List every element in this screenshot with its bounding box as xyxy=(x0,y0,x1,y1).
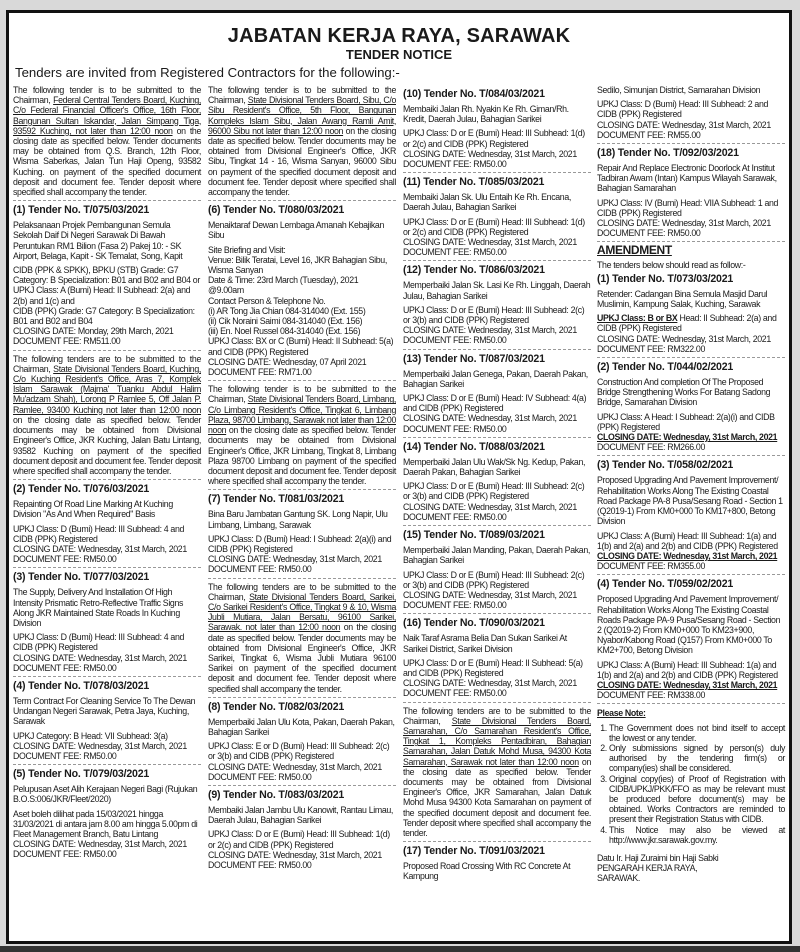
notice-text: The following tender is to be submitted to the Chairman, xyxy=(13,85,201,106)
tender-detail-line: CLOSING DATE: Wednesday, 31st March, 2021 xyxy=(403,148,577,159)
column-4 xyxy=(597,85,785,890)
tender-detail-line: UPKJ Class: IV (Bumi) Head: VIIA Subhead: 1 and CIDB (PPK) Registered xyxy=(597,197,779,218)
tender-detail-line: UPKJ Class: A (Bumi) Head: III Subhead: 1(a) and 1(b) and 2(a) and 2(b) and CIDB (PPK) Registered xyxy=(597,659,778,680)
signature-line: SARAWAK. xyxy=(597,873,640,884)
tender-detail-line: CLOSING DATE: Wednesday, 31st March, 2021 xyxy=(13,543,187,554)
tender-heading: (13) Tender No. T/087/03/2021 xyxy=(403,352,545,365)
note-item: 3. Original copy(ies) of Proof of Registration with CIDB/UPKJ/PKK/FFO as may be relevant must be produced before document(s) may be obtained. Works Contractors are reminded to present their Registration Status with CIDB. xyxy=(609,774,785,825)
tender-heading: (15) Tender No. T/089/03/2021 xyxy=(403,529,545,542)
tender-title: Memperbaiki Jalan Genega, Pakan, Daerah Pakan, Bahagian Sarikei xyxy=(403,368,588,389)
tender-title: Naik Taraf Asrama Belia Dan Sukan Sarikei At Sarikei District, Sarikei Division xyxy=(403,633,567,654)
tender-detail-line: CLOSING DATE: Wednesday, 31st March, 2021 xyxy=(597,333,771,344)
tender-detail-line: Date & Time: 23rd March (Tuesday), 2021 @9.00am xyxy=(208,275,359,296)
tender-detail-line: DOCUMENT FEE: RM50.00 xyxy=(13,849,117,860)
tender-board-address: State Divisional Tenders Board, Samarahan, C/o Samarahan Resident's Office, Tingkat 1, Kompleks Pentadbiran, Bahagian Samarahan, Jalan Datuk Mohd Musa, 94300 Kota Samarahan, Sarawak not later than 12:00 noon xyxy=(403,715,591,767)
tender-block xyxy=(403,529,591,614)
intro-text: Tenders are invited from Registered Contractors for the following:- xyxy=(15,65,400,80)
tender-block xyxy=(403,617,591,702)
tender-title: Construction And completion Of The Proposed Bridge Strengthening Works For Batang Sadong Bridge, Samarahan Division xyxy=(597,377,771,408)
tender-detail-line: UPKJ Class: D or E (Bumi) Head: III Subhead: 1(d) or 2(c) and CIDB (PPK) Registered xyxy=(403,216,585,237)
tender-detail-line: UPKJ Class: D or E (Bumi) Head: III Subhead: 1(d) or 2(c) and CIDB (PPK) Registered xyxy=(208,829,390,850)
tender-detail-line: CLOSING DATE: Wednesday, 31st March, 2021 xyxy=(597,119,771,130)
tender-detail-line: UPKJ Class: D or E (Bumi) Head: III Subhead: 2(c) or 3(b) and CIDB (PPK) Registered xyxy=(403,569,585,590)
tender-detail-line: CLOSING DATE: Wednesday, 07 April 2021 xyxy=(208,356,367,367)
tender-detail-line: CLOSING DATE: Wednesday, 31st March, 2021 xyxy=(403,678,577,689)
note-item: 4. This Notice may also be viewed at http://www.jkr.sarawak.gov.my. xyxy=(609,825,785,845)
submission-notice xyxy=(208,582,396,698)
notice-text: on the closing date as specified below. Tender documents may be obtained from Divisional Engineer's Office, JKR Samarahan, Jalan Datuk Mohd Musa 94300 Kota Samarahan on payment of the specified document deposit and document fee. Tender deposit where specified shall accompany the tender. xyxy=(403,756,591,838)
column-2 xyxy=(208,85,396,876)
tender-board-address: State Divisional Tenders Board, Kuching, C/o Kuching Resident's Office, Aras 7, Komplek Islam Sarawak (Majma' Tuanku Abdul Halim Mu'adzam Shah), Lorong P Ramlee 5, Off Jalan P. Ramlee, 93400 Kuching not later than 12:00 noon xyxy=(13,363,201,415)
note-item: 1. The Government does not bind itself to accept the lowest or any tender. xyxy=(609,723,785,743)
tender-heading: (4) Tender No. T/059/02/2021 xyxy=(597,578,734,591)
tender-detail-line: CLOSING DATE: Wednesday, 31st March, 2021 xyxy=(597,218,771,229)
tender-heading: (2) Tender No. T/044/02/2021 xyxy=(597,361,734,374)
tender-detail-line: CIDB (PPK & SPKK), BPKU (STB) Grade: G7 Category: B Specialization: B01 and B02 and B04 or UPKJ Class: A (Bumi) Head: II Subhead: 2(a) and 2(b) and 1(c) and xyxy=(13,265,200,306)
tender-heading: (10) Tender No. T/084/03/2021 xyxy=(403,88,545,100)
tender-heading: (8) Tender No. T/082/03/2021 xyxy=(208,700,345,713)
tender-title: Memperbaiki Jalan Manding, Pakan, Daerah Pakan, Bahagian Sarikei xyxy=(403,545,590,566)
tender-heading: (14) Tender No. T/088/03/2021 xyxy=(403,440,545,453)
tender-detail-line: Contact Person & Telephone No. xyxy=(208,295,326,306)
tender-title: Proposed Upgrading And Pavement Improvement/ Rehabilitation Works Along The Existing Coastal Road Package PA-8 Pusa/Sesang Road - Section 1 (Q2019-1) From KM0+000 To KM17+800, Betong Division xyxy=(597,475,783,527)
tender-detail-line: UPKJ Category: B Head: VII Subhead: 3(a) xyxy=(13,730,168,741)
tender-title: Bina Baru Jambatan Gantung SK. Long Napir, Ulu Limbang, Limbang, Sarawak xyxy=(208,509,388,530)
tender-detail-line: CLOSING DATE: Wednesday, 31st March, 2021 xyxy=(403,325,577,336)
tender-block xyxy=(597,361,785,456)
tender-detail-line: CLOSING DATE: Wednesday, 31st March, 2021 xyxy=(208,554,382,565)
amendment-text: The tenders below should read as follow:- xyxy=(597,259,746,270)
tender-title: Memperbaiki Jalan Sk. Lasi Ke Rh. Linggah, Daerah Julau, Bahagian Sarikei xyxy=(403,280,591,301)
tender-detail-line: CLOSING DATE: Wednesday, 31st March, 2021 xyxy=(403,589,577,600)
tender-title: Term Contract For Cleaning Service To The Dewan Undangan Negeri Sarawak, Petra Jaya, Kuching, Sarawak xyxy=(13,695,196,727)
tender-block xyxy=(403,441,591,526)
tender-title: Memperbaiki Jalan Ulu Kota, Pakan, Daerah Pakan, Bahagian Sarikei xyxy=(208,716,395,737)
tender-heading: (5) Tender No. T/079/03/2021 xyxy=(13,768,150,781)
tender-block xyxy=(597,147,785,242)
column-3 xyxy=(403,85,591,892)
tender-detail-line: UPKJ Class: D or E (Bumi) Head: III Subhead: 2(c) or 3(b) and CIDB (PPK) Registered xyxy=(403,481,585,502)
tender-detail-line: CLOSING DATE: Wednesday, 31st March, 2021 xyxy=(208,849,382,860)
tender-detail-line: (iii) En. Noel Russel 084-314040 (Ext. 156) xyxy=(208,326,361,337)
tender-board-address: State Divisional Tenders Board, Limbang, C/o Limbang Resident's Office, Tingkat 6, Limbang Plaza, 98700 Limbang, Sarawak not later than 12:00 noon xyxy=(208,394,396,436)
notice-text: on the closing date as specified below. Tender documents may be obtained from Divisional Engineer's Office, JKR Limbang, Tingkat 8, Limbang Plaza 98700 Limbang on payment of the specified document deposit and document fee. Tender deposit where specified shall accompany the tender. xyxy=(208,425,396,487)
tender-detail-line: DOCUMENT FEE: RM50.00 xyxy=(13,662,117,673)
tender-detail-line xyxy=(597,432,785,442)
emphasized-text: CLOSING DATE: Wednesday, 31st March, 2021 xyxy=(597,679,778,690)
tender-title: Retender: Cadangan Bina Semula Masjid Darul Muslimin, Kampung Salak, Kuching, Sarawak xyxy=(597,288,768,310)
notice-text: The following tenders are to be submitted to the Chairman, xyxy=(13,353,201,374)
page-bottom-edge xyxy=(0,946,800,952)
tender-heading: (2) Tender No. T/076/03/2021 xyxy=(13,483,150,496)
tender-block xyxy=(13,680,201,765)
tender-detail-line: DOCUMENT FEE: RM50.00 xyxy=(403,423,507,434)
tender-detail-line: UPKJ Class: D (Bumi) Head: III Subhead: 4 and CIDB (PPK) Registered xyxy=(13,523,185,544)
tender-block xyxy=(403,176,591,261)
tender-detail-line: DOCUMENT FEE: RM50.00 xyxy=(403,335,507,346)
notice-text: The following tenders are to be submitted to the Chairman, xyxy=(403,705,591,726)
tender-detail-line: UPKJ Class: A (Bumi) Head: III Subhead: 1(a) and 1(b) and 2(a) and 2(b) and CIDB (PPK) Registered xyxy=(597,530,778,551)
tender-heading: (9) Tender No. T/083/03/2021 xyxy=(208,788,345,801)
tender-block xyxy=(403,845,591,888)
submission-notice xyxy=(208,85,396,201)
tender-detail-line xyxy=(597,680,785,690)
note-block xyxy=(597,708,785,886)
tender-title: Membaiki Jalan Jambu Ulu Kanowit, Rantau Limau, Daerah Julau, Bahagian Sarikei xyxy=(208,804,393,826)
tender-title: Pelaksanaan Projek Pembangunan Semula Sekolah Daif Di Negeri Sarawak Di Bawah Peruntukan RM1 Bilion (Fasa 2) Pakej 10: - SK Airport, Belaga, Kapit - SK Temalat, Song, Kapit xyxy=(13,220,183,261)
tender-block xyxy=(13,204,201,350)
tender-title: Membaiki Jalan Rh. Nyakin Ke Rh. Giman/Rh. Kredit, Daerah Julau, Bahagian Sarikei xyxy=(403,104,569,125)
tender-detail-line: DOCUMENT FEE: RM338.00 xyxy=(597,690,705,701)
tender-block xyxy=(208,701,396,786)
tender-heading: (16) Tender No. T/090/03/2021 xyxy=(403,617,545,630)
tender-block xyxy=(13,483,201,568)
tender-detail-line: CLOSING DATE: Monday, 29th March, 2021 xyxy=(13,326,174,337)
tender-detail-line: DOCUMENT FEE: RM50.00 xyxy=(403,511,507,522)
tender-detail-line xyxy=(597,313,785,333)
tender-detail-line: DOCUMENT FEE: RM50.00 xyxy=(403,247,507,258)
tender-detail-line: UPKJ Class: D (Bumi) Head: I Subhead: 2(a)(i) and CIDB (PPK) Registered xyxy=(208,533,392,554)
tender-detail-line: CLOSING DATE: Wednesday, 31st March, 2021 xyxy=(403,237,577,248)
notice-text: The following tender is to be submitted to the Chairman, xyxy=(208,384,396,405)
tender-block xyxy=(208,493,396,578)
emphasized-text: CLOSING DATE: Wednesday, 31st March, 2021 xyxy=(597,432,778,443)
tender-detail-line: DOCUMENT FEE: RM50.00 xyxy=(597,228,701,239)
tender-detail-line: UPKJ Class: BX or C (Bumi) Head: II Subhead: 5(a) and CIDB (PPK) Registered xyxy=(208,336,394,357)
tender-detail-line: DOCUMENT FEE: RM511.00 xyxy=(13,336,121,347)
tender-title: Menaiktaraf Dewan Lembaga Amanah Kebajikan Sibu xyxy=(208,220,385,241)
tender-detail-line: Site Briefing and Visit: xyxy=(208,244,286,255)
notice-text: The following tender is to be submitted to the Chairman, xyxy=(208,85,396,106)
signature-line: Datu Ir. Haji Zuraimi bin Haji Sabki xyxy=(597,852,719,863)
tender-title: Proposed Road Crossing With RC Concrete At Kampung xyxy=(403,861,571,882)
signature-line: PENGARAH KERJA RAYA, xyxy=(597,863,698,874)
tender-detail-line xyxy=(597,551,785,561)
please-note-heading: Please Note: xyxy=(597,708,646,719)
tender-detail-line: CLOSING DATE: Wednesday, 31st March, 2021 xyxy=(208,761,382,772)
tender-title: The Supply, Delivery And Installation Of High Intensity Prismatic Retro-Reflective Traffic Signs Along JKR Maintained State Roads In Kuching Division xyxy=(13,587,184,628)
tender-board-address: Federal Central Tenders Board, Kuching, C/o Federal Financial Officer's Office, 16th Floor, Bangunan Sultan Iskandar, Jalan Simpang Tiga, 93592 Kuching, not later than 12:00 noon xyxy=(13,95,201,136)
tender-block xyxy=(403,88,591,173)
tender-detail-line: UPKJ Class: D (Bumi) Head: III Subhead: 2 and CIDB (PPK) Registered xyxy=(597,99,769,120)
tender-detail-line: DOCUMENT FEE: RM50.00 xyxy=(13,554,117,565)
tender-detail-line: CLOSING DATE: Wednesday, 31st March, 2021 xyxy=(403,501,577,512)
notice-subtitle: TENDER NOTICE xyxy=(345,47,453,62)
tender-heading: (17) Tender No. T/091/03/2021 xyxy=(403,845,545,858)
tender-block xyxy=(597,578,785,704)
tender-detail-line: DOCUMENT FEE: RM322.00 xyxy=(597,343,705,354)
tender-detail-line: Aset boleh dilihat pada 15/03/2021 hingga 31/03/2021 di antara jam 8.00 am hingga 5.00pm di Fleet Management Branch, Batu Lintang xyxy=(13,808,198,839)
note-list xyxy=(597,723,785,845)
tender-detail-line: UPKJ Class: A Head: I Subhead: 2(a)(i) and CIDB (PPK) Registered xyxy=(597,411,775,432)
tender-title: Repainting Of Road Line Marking At Kuching Division "As And When Required" Basis xyxy=(13,499,173,520)
tender-detail-line: UPKJ Class: D or E (Bumi) Head: III Subhead: 2(c) or 3(b) and CIDB (PPK) Registered xyxy=(403,304,585,326)
tender-heading: (4) Tender No. T/078/03/2021 xyxy=(13,679,150,692)
tender-title: Membaiki Jalan Sk. Ulu Entaih Ke Rh. Encana, Daerah Julau, Bahagian Sarikei xyxy=(403,192,571,213)
tender-title: Repair And Replace Electronic Doorlock At Institut Tadbiran Awam (Intan) Kampus Wilayah Sarawak, Bahagian Samarahan xyxy=(597,163,777,194)
tender-heading: (18) Tender No. T/092/03/2021 xyxy=(597,147,739,160)
notice-text: on the closing date as specified below. Tender documents may be obtained from Divisional Engineer's Office, JKR Sarikei, Tingkat 6, Wisma Jubli Mutiara 96100 Sarikei on payment of the specified document deposit and document fee. Tender deposit where specified shall accompany the tender. xyxy=(208,622,396,694)
tender-block xyxy=(208,204,396,381)
notice-text: The following tenders are to be submitted to the Chairman, xyxy=(208,581,396,602)
amendment-block xyxy=(597,245,785,358)
tender-detail-line: CLOSING DATE: Wednesday, 31st March, 2021 xyxy=(13,839,187,850)
tender-block xyxy=(403,353,591,438)
tender-detail-line: DOCUMENT FEE: RM50.00 xyxy=(403,600,507,611)
tender-detail-line: UPKJ Class: D or E (Bumi) Head: III Subhead: 1(d) or 2(c) and CIDB (PPK) Registered xyxy=(403,128,585,149)
tender-title: Sedilo, Simunjan District, Samarahan Division xyxy=(597,85,761,95)
tender-heading: (6) Tender No. T/080/03/2021 xyxy=(208,204,345,217)
tender-detail-line: UPKJ Class: D (Bumi) Head: III Subhead: 4 and CIDB (PPK) Registered xyxy=(13,632,185,653)
tender-detail-line: DOCUMENT FEE: RM50.00 xyxy=(403,159,507,170)
tender-detail-line: DOCUMENT FEE: RM50.00 xyxy=(13,750,117,761)
tender-detail-line: DOCUMENT FEE: RM50.00 xyxy=(208,771,312,782)
tender-detail-line: DOCUMENT FEE: RM50.00 xyxy=(403,688,507,699)
tender-block xyxy=(13,571,201,677)
tender-title: Pelupusan Aset Alih Kerajaan Negeri Bagi (Rujukan B.O.S:006/JKR/Fleet/2020) xyxy=(13,784,198,805)
notice-text: on the closing date as specified below. Tender documents may be obtained from Q.S. Branch, 12th Floor, Wisma Saberkas, Jalan Tun Haji Openg, 93582 Kuching. on payment of the specified document deposit and document fee. Tender deposit where specified shall accompany the tender. xyxy=(13,125,201,198)
submission-notice xyxy=(208,384,396,490)
notice-text: on the closing date as specified below. Tender documents may be obtained from Divisional Engineer's Office, JKR Sibu, Tingkat 14 - 16, Wisma Sanyan, 96000 Sibu on payment of the specified document deposit and document fee. Tender deposit where specified shall accompany the tender. xyxy=(208,125,396,198)
tender-detail-line: DOCUMENT FEE: RM355.00 xyxy=(597,561,705,572)
amendment-heading: AMENDMENT xyxy=(597,243,672,258)
tender-board-address: State Divisional Tenders Board, Sarikei, C/o Sarikei Resident's Office, Tingkat 9 & 10, Wisma Jubli Mutiara, Jalan Bersatu, 96100 Sarikei, Sarawak. not later than 12:00 noon xyxy=(208,591,396,633)
emphasized-text: UPKJ Class: B or BX xyxy=(597,313,678,324)
tender-notice-page xyxy=(6,10,792,944)
emphasized-text: CLOSING DATE: Wednesday, 31st March, 2021 xyxy=(597,550,778,561)
tender-detail-line: DOCUMENT FEE: RM50.00 xyxy=(208,860,312,870)
notice-text: on the closing date as specified below. Tender documents may be obtained from Divisional Engineer's Office, JKR Kuching, Jalan Batu Lintang, 93582 Kuching on payment of the specified document deposit and document fee. Tender deposit where specified shall accompany the tender. xyxy=(13,414,201,476)
tender-block xyxy=(208,789,396,873)
tender-title: Memperbaiki Jalan Ulu Wak/Sk Ng. Kedup, Pakan, Daerah Pakan, Bahagian Sarikei xyxy=(403,456,586,478)
note-item: 2. Only submissions signed by person(s) duly authorised by the tendering firm(s) or company(ies) shall be considered. xyxy=(609,743,785,774)
signature-block xyxy=(597,853,785,884)
submission-notice xyxy=(13,85,201,201)
tender-detail-line: Venue: Bilik Teratai, Level 16, JKR Bahagian Sibu, Wisma Sanyan xyxy=(208,254,387,276)
tender-title: Proposed Upgrading And Pavement Improvement/ Rehabilitation Works Along The Existing Coastal Roads Package PA-9 Pusa/Sesang Road - Section 2 (Q2019-2) From KM0+000 To KM23+900, Nyabor/Kabong Road (Q157) From KM0+000 To KM2+700, Betong Division xyxy=(597,594,781,656)
tender-detail-line: DOCUMENT FEE: RM71.00 xyxy=(208,367,312,378)
tender-board-address: State Divisional Tenders Board, Sibu, C/o Sibu Resident's Office, 5th Floor, Bangunan Kompleks Islam Sibu, Jalan Awang Ramli Amit, 96000 Sibu not later than 12:00 noon xyxy=(208,95,396,136)
tender-detail-line: UPKJ Class: D or E (Bumi) Head: IV Subhead: 4(a) and CIDB (PPK) Registered xyxy=(403,393,587,414)
submission-notice xyxy=(403,706,591,843)
tender-block xyxy=(403,264,591,349)
tender-block xyxy=(597,85,785,144)
tender-detail-line: DOCUMENT FEE: RM55.00 xyxy=(597,129,701,140)
tender-detail-line: CLOSING DATE: Wednesday, 31st March, 2021 xyxy=(403,413,577,424)
tender-heading: (3) Tender No. T/058/02/2021 xyxy=(597,459,734,472)
tender-detail-line: CIDB (PPK) Grade: G7 Category: B Specialization: B01 and B02 and B04 xyxy=(13,305,195,327)
column-1 xyxy=(13,85,201,866)
tender-detail-text: Head: II Subhead: 2(a) and CIDB (PPK) Registered xyxy=(597,313,777,334)
tender-detail-line: (ii) Cik Noraini Saimi 084-314040 (Ext. 156) xyxy=(208,316,363,327)
tender-block xyxy=(597,459,785,575)
tender-detail-line: UPKJ Class: E or D (Bumi) Head: III Subhead: 2(c) or 3(b) and CIDB (PPK) Registered xyxy=(208,741,390,762)
tender-detail-line: UPKJ Class: D or E (Bumi) Head: II Subhead: 5(a) and CIDB (PPK) Registered xyxy=(403,657,583,678)
tender-detail-line: DOCUMENT FEE: RM50.00 xyxy=(208,564,312,575)
tender-heading: (11) Tender No. T/085/03/2021 xyxy=(403,176,545,189)
tender-detail-line: (i) AR Tong Jia Chian 084-314040 (Ext. 155) xyxy=(208,305,366,316)
tender-heading: (12) Tender No. T/086/03/2021 xyxy=(403,264,545,277)
tender-detail-line: DOCUMENT FEE: RM266.00 xyxy=(597,442,705,453)
tender-detail-line: CLOSING DATE: Wednesday, 31st March, 2021 xyxy=(13,652,187,663)
tender-block xyxy=(13,768,201,862)
tender-heading: (1) Tender No. T/075/03/2021 xyxy=(13,204,150,217)
tender-heading: (7) Tender No. T/081/03/2021 xyxy=(208,493,345,506)
tender-heading: (3) Tender No. T/077/03/2021 xyxy=(13,571,150,584)
tender-detail-line: CLOSING DATE: Wednesday, 31st March, 2021 xyxy=(13,740,187,751)
notice-title: JABATAN KERJA RAYA, SARAWAK xyxy=(227,25,571,47)
submission-notice xyxy=(13,354,201,480)
tender-heading: (1) Tender No. T/073/03/2021 xyxy=(597,272,734,285)
